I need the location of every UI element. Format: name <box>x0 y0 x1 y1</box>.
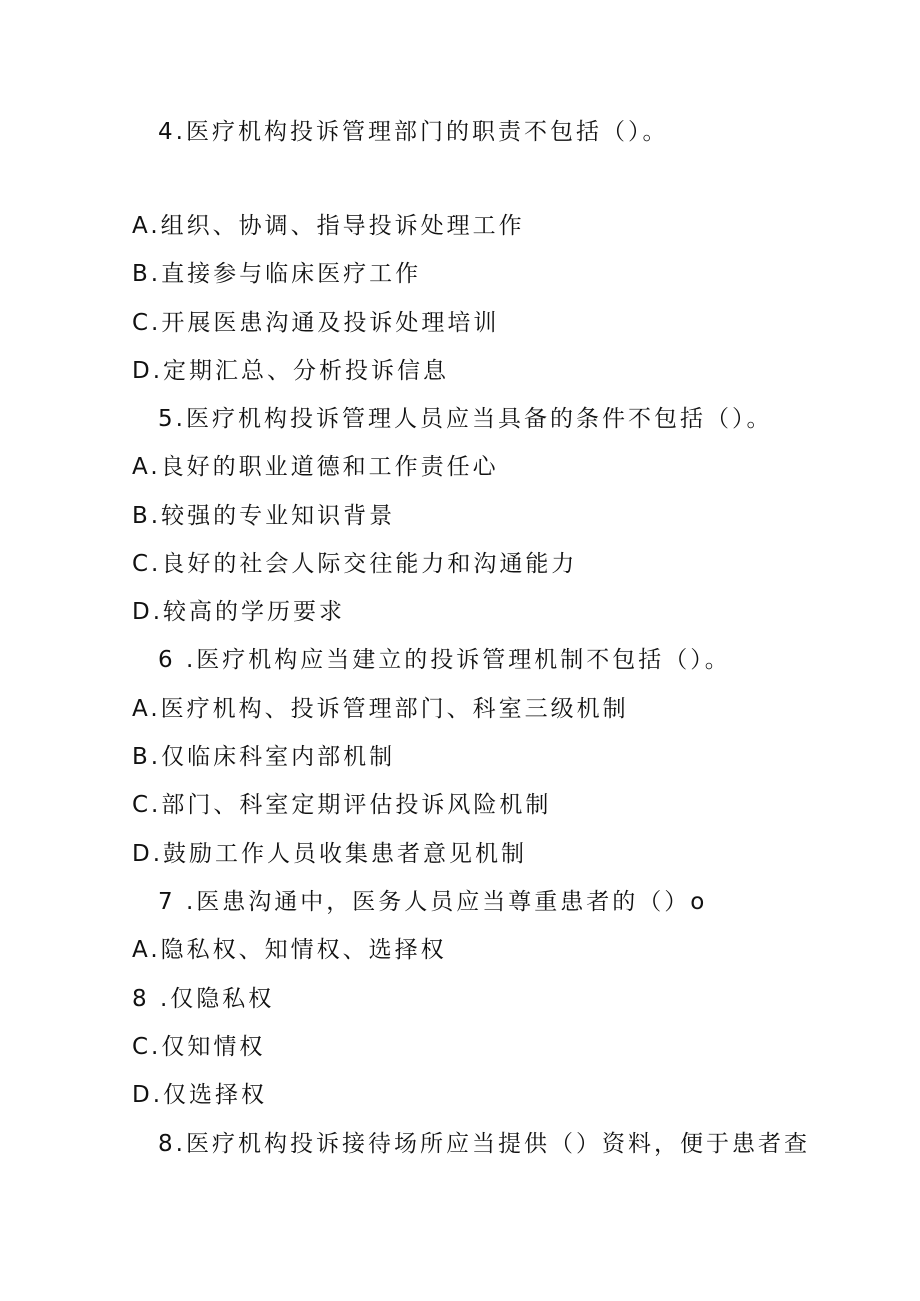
question-stem: 8.医疗机构投诉接待场所应当提供（）资料，便于患者查 <box>158 1131 810 1157</box>
answer-option: D.较高的学历要求 <box>132 599 346 625</box>
question-stem: 5.医疗机构投诉管理人员应当具备的条件不包括（）。 <box>158 406 773 432</box>
answer-option: B.仅临床科室内部机制 <box>132 744 396 770</box>
answer-option: 8 .仅隐私权 <box>132 986 275 1012</box>
answer-option: C.开展医患沟通及投诉处理培训 <box>132 310 500 336</box>
question-stem: 4.医疗机构投诉管理部门的职责不包括（）。 <box>158 119 669 145</box>
answer-option: C.良好的社会人际交往能力和沟通能力 <box>132 551 578 577</box>
answer-option: C.仅知情权 <box>132 1034 266 1060</box>
answer-option: C.部门、科室定期评估投诉风险机制 <box>132 792 552 818</box>
answer-option: D.仅选择权 <box>132 1082 268 1108</box>
answer-option: B.较强的专业知识背景 <box>132 503 396 529</box>
answer-option: A.组织、协调、指导投诉处理工作 <box>132 213 525 239</box>
answer-option: A.良好的职业道德和工作责任心 <box>132 454 499 480</box>
answer-option: A.隐私权、知情权、选择权 <box>132 937 447 963</box>
answer-option: A.医疗机构、投诉管理部门、科室三级机制 <box>132 696 629 722</box>
question-stem: 7 .医患沟通中，医务人员应当尊重患者的（）o <box>158 889 708 915</box>
answer-option: D.鼓励工作人员收集患者意见机制 <box>132 841 528 867</box>
answer-option: B.直接参与临床医疗工作 <box>132 261 422 287</box>
answer-option: D.定期汇总、分析投诉信息 <box>132 358 450 384</box>
question-stem: 6 .医疗机构应当建立的投诉管理机制不包括（）。 <box>158 647 731 673</box>
